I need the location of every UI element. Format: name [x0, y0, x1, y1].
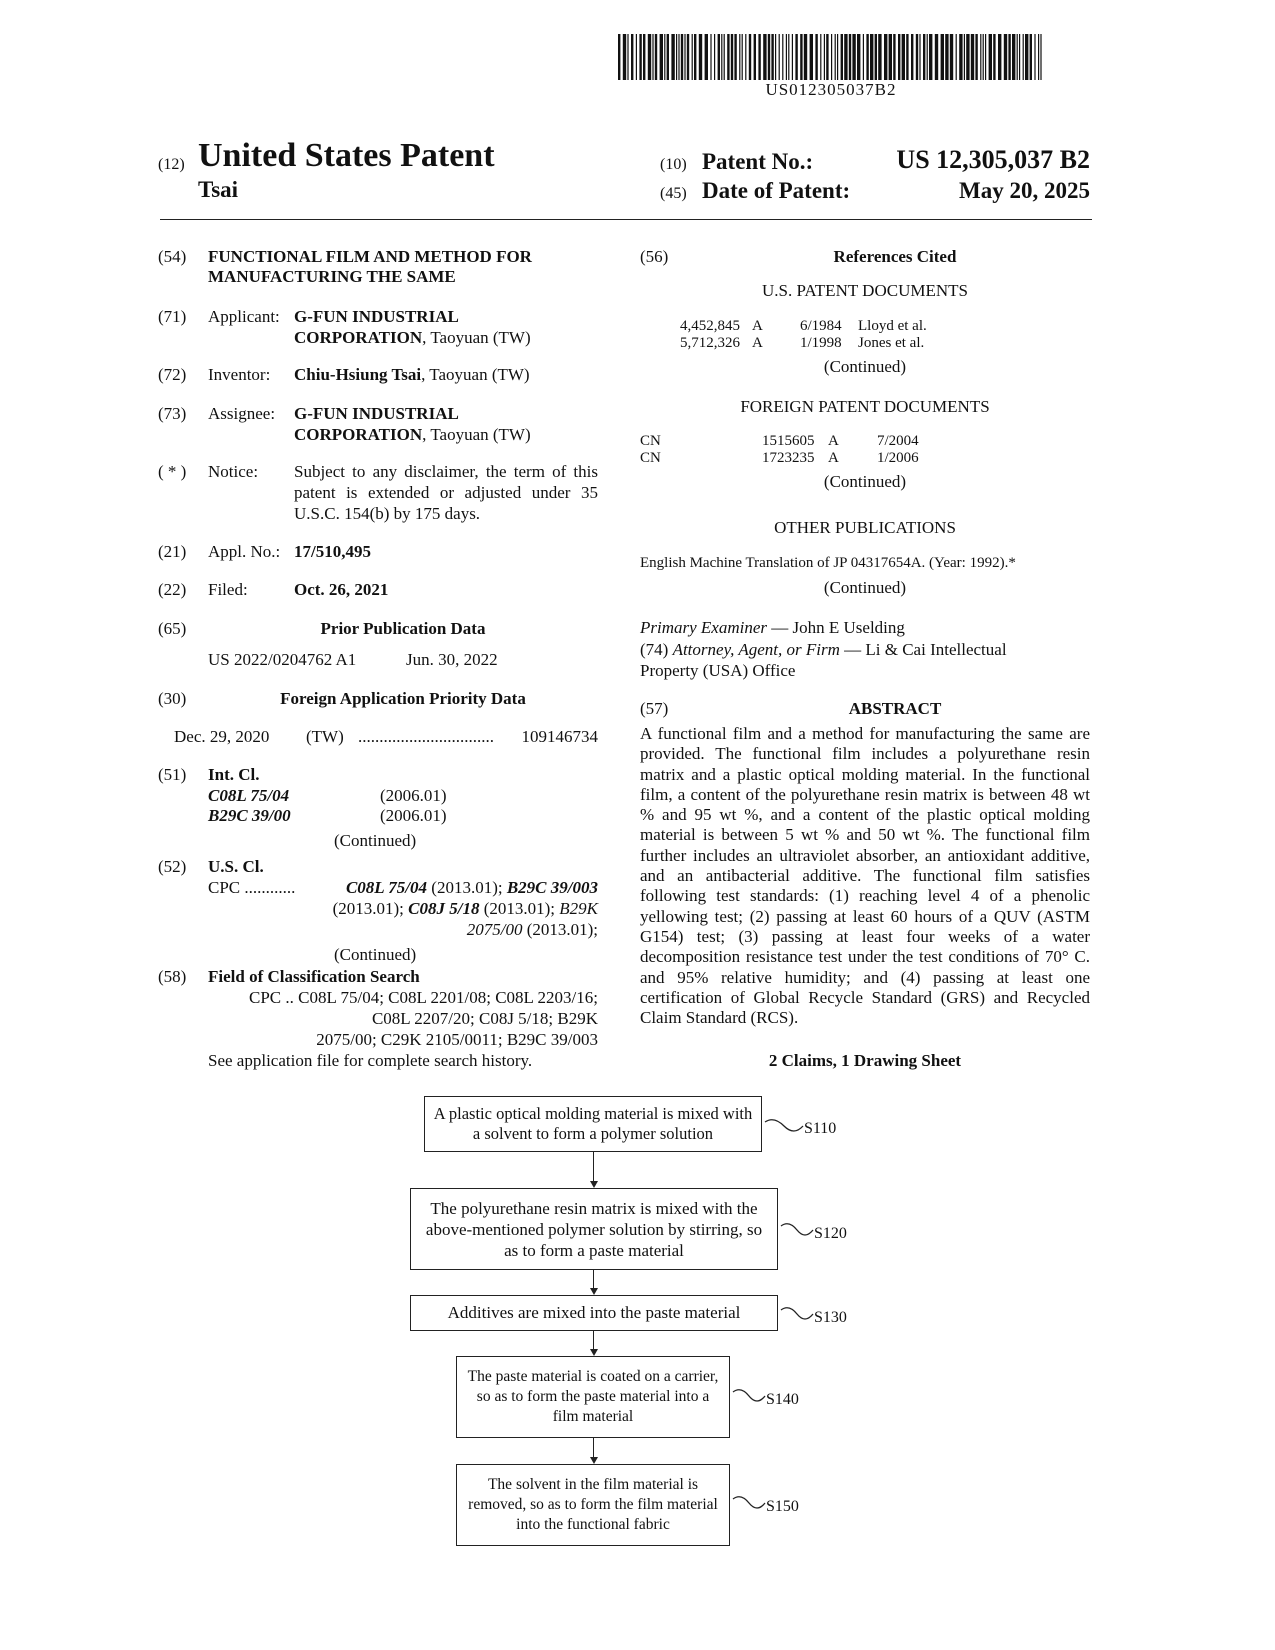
- barcode-bar: [775, 34, 776, 80]
- s120-label: S120: [814, 1225, 847, 1242]
- us-cl-continued: (Continued): [334, 945, 417, 964]
- barcode-bar: [857, 34, 860, 80]
- barcode-bar: [916, 34, 918, 80]
- foreign-priority-heading: Foreign Application Priority Data: [280, 689, 526, 708]
- barcode-bar: [849, 34, 851, 80]
- barcode-bar: [754, 34, 756, 80]
- patent-date: May 20, 2025: [959, 178, 1090, 203]
- prior-pub-heading: Prior Publication Data: [320, 619, 486, 638]
- us-doc-2-name: Jones et al.: [858, 335, 925, 351]
- other-pub-entry: English Machine Translation of JP 04317654A. (Year: 1992).*: [640, 555, 1016, 571]
- barcode-bar: [835, 34, 836, 80]
- flow-step-s130-box: Additives are mixed into the paste material: [410, 1295, 778, 1331]
- code-72: (72): [158, 365, 187, 384]
- barcode-bar: [985, 34, 986, 80]
- us-doc-2-number: 5,712,326: [680, 335, 740, 351]
- applicant-line2: CORPORATION, Taoyuan (TW): [294, 328, 531, 347]
- barcode-bar: [980, 34, 981, 80]
- foreign-doc-2-date: 1/2006: [877, 450, 919, 466]
- attorney-line2: Property (USA) Office: [640, 661, 796, 680]
- s150-leader: [732, 1495, 766, 1509]
- barcode-bar: [945, 34, 948, 80]
- foreign-doc-1-number: 1515605: [762, 433, 815, 449]
- barcode-bar: [1008, 34, 1010, 80]
- patent-no-label: Patent No.:: [702, 149, 814, 174]
- barcode-bar: [655, 34, 657, 80]
- foreign-priority-dots: ................................: [358, 727, 494, 746]
- us-doc-1-name: Lloyd et al.: [858, 318, 927, 334]
- foreign-doc-1-country: CN: [640, 433, 661, 449]
- filed-date: Oct. 26, 2021: [294, 580, 389, 599]
- barcode-bar: [694, 34, 696, 80]
- barcode-bar: [1017, 34, 1018, 80]
- barcode-bar: [623, 34, 626, 80]
- code-12: (12): [158, 156, 185, 173]
- s130-label: S130: [814, 1309, 847, 1326]
- s110-label: S110: [804, 1120, 837, 1137]
- barcode-bar: [1038, 34, 1039, 80]
- barcode-bar: [824, 34, 825, 80]
- barcode-bar: [714, 34, 715, 80]
- foreign-priority-date: Dec. 29, 2020: [174, 727, 270, 746]
- barcode-bar: [745, 34, 746, 80]
- barcode-bar: [731, 34, 733, 80]
- claims-drawing-count: 2 Claims, 1 Drawing Sheet: [768, 1051, 962, 1070]
- barcode-bar: [884, 34, 887, 80]
- barcode-bar: [718, 34, 720, 80]
- barcode-bar: [820, 34, 821, 80]
- field-search-line1: CPC .. C08L 75/04; C08L 2201/08; C08L 2203/16;: [249, 988, 598, 1007]
- barcode-bar: [875, 34, 877, 80]
- abstract-text: A functional film and a method for manufacturing the same are provided. The functional film includes a polyurethane resin matrix and a plastic optical molding material. In the functional film, a content of the polyurethane resin matrix is between 48 wt % and 95 wt %, and a content of the plastic optical molding material is between 5 wt % and 50 wt %. The functional film further includes an ultraviolet absorber, an antioxidant additive, and an antibacterial additive. The functional film satisfies following test standards: (1) reaching level 4 of a phenolic yellowing test; (2) passing at least 60 hours of a QUV (ASTM G154) test; (3) passing at least four weeks of a water decomposition resistance test under the test conditions of 70° C. and 95% relative humidity; and (4) passing at least one certification of Global Recycle Standard (GRS) and Recycled Claim Standard (RCS).: [640, 724, 1090, 1028]
- barcode-bar: [721, 34, 722, 80]
- us-doc-2-kind: A: [752, 335, 763, 351]
- flow-arrow-2-head: [590, 1288, 598, 1295]
- barcode-bar: [618, 34, 620, 80]
- cpc-line3: 2075/00 (2013.01);: [466, 920, 598, 939]
- barcode-bar: [941, 34, 944, 80]
- barcode-bar: [866, 34, 868, 80]
- code-71: (71): [158, 307, 187, 326]
- code-10: (10): [660, 156, 687, 173]
- barcode-bar: [1004, 34, 1007, 80]
- int-cl-2-version: (2006.01): [380, 806, 447, 825]
- barcode-bar: [678, 34, 679, 80]
- barcode-bar: [804, 34, 807, 80]
- flow-step-s120-box: The polyurethane resin matrix is mixed with the above-mentioned polymer solution by stirring, so as to form a paste material: [410, 1188, 778, 1270]
- barcode-bar: [927, 34, 928, 80]
- barcode-bar: [739, 34, 740, 80]
- barcode-bar: [1012, 34, 1015, 80]
- us-doc-1-date: 6/1984: [800, 318, 842, 334]
- barcode-bar: [742, 34, 743, 80]
- flow-arrow-3-head: [590, 1349, 598, 1356]
- foreign-docs-continued: (Continued): [823, 472, 907, 491]
- field-search-line2: C08L 2207/20; C08J 5/18; B29K: [371, 1009, 598, 1028]
- code-58: (58): [158, 967, 187, 986]
- patent-title-line2: MANUFACTURING THE SAME: [208, 267, 456, 286]
- flow-arrow-1-line: [593, 1152, 594, 1181]
- assignee-label: Assignee:: [208, 404, 276, 423]
- barcode-bar: [923, 34, 925, 80]
- assignee-line1: G-FUN INDUSTRIAL: [294, 404, 459, 423]
- barcode-bar: [841, 34, 843, 80]
- foreign-priority-country: (TW): [306, 727, 344, 746]
- filed-label: Filed:: [208, 580, 248, 599]
- barcode-bar: [898, 34, 900, 80]
- cpc-line1: C08L 75/04 (2013.01); B29C 39/003: [345, 878, 598, 897]
- code-21: (21): [158, 542, 187, 561]
- barcode-bar: [1025, 34, 1028, 80]
- abstract-heading: ABSTRACT: [848, 699, 942, 718]
- inventor-surname: Tsai: [198, 177, 239, 202]
- barcode-bar: [950, 34, 953, 80]
- barcode-bar: [786, 34, 787, 80]
- barcode-bar: [681, 34, 683, 80]
- barcode-bar: [627, 34, 628, 80]
- barcode-bar: [763, 34, 766, 80]
- notice-label: Notice:: [208, 462, 259, 481]
- patent-number: US 12,305,037 B2: [896, 145, 1090, 174]
- barcode-bar: [852, 34, 855, 80]
- flow-step-s110-box: A plastic optical molding material is mixed with a solvent to form a polymer solution: [424, 1096, 762, 1152]
- barcode-bar: [639, 34, 641, 80]
- barcode-bar: [667, 34, 669, 80]
- barcode-bar: [758, 34, 760, 80]
- int-cl-2-code: B29C 39/00: [208, 806, 291, 825]
- code-56: (56): [640, 247, 669, 266]
- field-search-line4: See application file for complete search history.: [208, 1051, 533, 1070]
- foreign-doc-1-date: 7/2004: [877, 433, 919, 449]
- barcode-bar: [975, 34, 977, 80]
- barcode-bar: [993, 34, 995, 80]
- barcode-bar: [771, 34, 773, 80]
- barcode-bar: [788, 34, 789, 80]
- barcode-bar: [660, 34, 663, 80]
- field-search-heading: Field of Classification Search: [208, 967, 420, 986]
- foreign-doc-2-country: CN: [640, 450, 661, 466]
- barcode-bar: [724, 34, 725, 80]
- code-22: (22): [158, 580, 187, 599]
- barcode-bar: [768, 34, 770, 80]
- refs-cited-heading: References Cited: [833, 247, 957, 266]
- notice-line1: Subject to any disclaimer, the term of this: [294, 462, 598, 481]
- barcode-bar: [687, 34, 689, 80]
- code-45: (45): [660, 185, 687, 202]
- attorney-line1: (74) Attorney, Agent, or Firm — Li & Cai Intellectual: [640, 640, 1007, 659]
- inventor-label: Inventor:: [208, 365, 271, 384]
- assignee-line2: CORPORATION, Taoyuan (TW): [294, 425, 531, 444]
- int-cl-1-version: (2006.01): [380, 786, 447, 805]
- barcode-bar: [971, 34, 974, 80]
- barcode-bar: [919, 34, 920, 80]
- barcode-bar: [966, 34, 969, 80]
- foreign-docs-heading: FOREIGN PATENT DOCUMENTS: [740, 397, 990, 416]
- s110-leader: [764, 1118, 804, 1132]
- code-65: (65): [158, 619, 187, 638]
- notice-line3: U.S.C. 154(b) by 175 days.: [294, 504, 481, 523]
- barcode-bar: [983, 34, 984, 80]
- header-rule: [160, 219, 1092, 220]
- barcode-number: US012305037B2: [765, 80, 897, 99]
- other-pubs-continued: (Continued): [823, 578, 907, 597]
- barcode-bar: [906, 34, 908, 80]
- flow-step-s140-box: The paste material is coated on a carrier, so as to form the paste material into a film material: [456, 1356, 730, 1438]
- int-cl-label: Int. Cl.: [208, 765, 260, 784]
- barcode-bar: [863, 34, 864, 80]
- us-doc-2-date: 1/1998: [800, 335, 842, 351]
- barcode-bar: [826, 34, 828, 80]
- barcode-bar: [705, 34, 708, 80]
- applicant-label: Applicant:: [208, 307, 280, 326]
- flow-arrow-4-line: [593, 1438, 594, 1457]
- barcode-bar: [878, 34, 881, 80]
- appl-no: 17/510,495: [294, 542, 371, 561]
- code-52: (52): [158, 857, 187, 876]
- code-54: (54): [158, 247, 187, 266]
- applicant-line1: G-FUN INDUSTRIAL: [294, 307, 459, 326]
- barcode-bar: [664, 34, 665, 80]
- int-cl-1-code: C08L 75/04: [208, 786, 290, 805]
- primary-examiner: Primary Examiner — John E Uselding: [640, 618, 905, 637]
- flow-arrow-1-head: [590, 1181, 598, 1188]
- foreign-doc-2-kind: A: [828, 450, 839, 466]
- barcode-bar: [1034, 34, 1035, 80]
- barcode-bar: [648, 34, 651, 80]
- barcode-bar: [935, 34, 938, 80]
- int-cl-continued: (Continued): [334, 831, 417, 850]
- barcode-bar: [1023, 34, 1024, 80]
- flow-step-s150-box: The solvent in the film material is removed, so as to form the film material into the functional fabric: [456, 1464, 730, 1546]
- barcode-bar: [1030, 34, 1032, 80]
- barcode-bar: [844, 34, 847, 80]
- barcode-bar: [795, 34, 797, 80]
- code-notice: ( * ): [158, 462, 187, 481]
- barcode-bar: [734, 34, 736, 80]
- barcode-bar: [676, 34, 677, 80]
- barcode-bar: [643, 34, 645, 80]
- s140-leader: [732, 1388, 766, 1402]
- barcode-bar: [779, 34, 780, 80]
- barcode-bar: [964, 34, 965, 80]
- appl-no-label: Appl. No.:: [208, 542, 281, 561]
- barcode-bar: [956, 34, 957, 80]
- barcode-bar: [902, 34, 905, 80]
- barcode-bar: [699, 34, 702, 80]
- barcode-bar: [893, 34, 895, 80]
- barcode-bar: [1019, 34, 1020, 80]
- barcode-bar: [671, 34, 674, 80]
- s150-label: S150: [766, 1498, 799, 1515]
- barcode-bar: [815, 34, 817, 80]
- foreign-priority-number: 109146734: [521, 727, 598, 746]
- doc-type-title: United States Patent: [198, 137, 495, 174]
- barcode: [618, 34, 1044, 80]
- notice-line2: patent is extended or adjusted under 35: [294, 483, 598, 502]
- us-cl-label: U.S. Cl.: [208, 857, 264, 876]
- barcode-bar: [959, 34, 962, 80]
- foreign-doc-1-kind: A: [828, 433, 839, 449]
- barcode-bar: [727, 34, 729, 80]
- barcode-bar: [989, 34, 992, 80]
- barcode-bar: [792, 34, 793, 80]
- other-pubs-heading: OTHER PUBLICATIONS: [774, 518, 956, 537]
- cpc-label: CPC ............: [208, 878, 296, 897]
- prior-pub-number: US 2022/0204762 A1: [208, 650, 357, 669]
- barcode-bar: [889, 34, 892, 80]
- barcode-bar: [831, 34, 832, 80]
- code-73: (73): [158, 404, 187, 423]
- flow-arrow-4-head: [590, 1457, 598, 1464]
- foreign-doc-2-number: 1723235: [762, 450, 815, 466]
- inventor-entry: Chiu-Hsiung Tsai, Taoyuan (TW): [294, 365, 530, 384]
- barcode-bar: [837, 34, 838, 80]
- barcode-bar: [870, 34, 873, 80]
- us-docs-continued: (Continued): [823, 357, 907, 376]
- patent-title-line1: FUNCTIONAL FILM AND METHOD FOR: [208, 247, 532, 266]
- barcode-bar: [692, 34, 693, 80]
- barcode-bar: [782, 34, 783, 80]
- s140-label: S140: [766, 1391, 799, 1408]
- barcode-bar: [631, 34, 633, 80]
- flow-arrow-2-line: [593, 1270, 594, 1288]
- date-label: Date of Patent:: [702, 178, 851, 203]
- barcode-bar: [636, 34, 637, 80]
- barcode-bar: [1040, 34, 1041, 80]
- flow-arrow-3-line: [593, 1331, 594, 1349]
- s130-leader: [780, 1306, 814, 1320]
- barcode-bar: [911, 34, 913, 80]
- us-docs-heading: U.S. PATENT DOCUMENTS: [762, 281, 968, 300]
- barcode-bar: [710, 34, 711, 80]
- us-doc-1-number: 4,452,845: [680, 318, 740, 334]
- barcode-bar: [810, 34, 813, 80]
- code-30: (30): [158, 689, 187, 708]
- code-51: (51): [158, 765, 187, 784]
- s120-leader: [780, 1222, 814, 1236]
- barcode-bar: [929, 34, 932, 80]
- prior-pub-date: Jun. 30, 2022: [406, 650, 498, 669]
- barcode-bar: [684, 34, 685, 80]
- us-doc-1-kind: A: [752, 318, 763, 334]
- code-57: (57): [640, 699, 669, 718]
- cpc-line2: (2013.01); C08J 5/18 (2013.01); B29K: [332, 899, 598, 918]
- barcode-bar: [652, 34, 653, 80]
- barcode-bar: [998, 34, 1001, 80]
- field-search-line3: 2075/00; C29K 2105/0011; B29C 39/003: [316, 1030, 598, 1049]
- barcode-bar: [800, 34, 802, 80]
- barcode-bar: [749, 34, 751, 80]
